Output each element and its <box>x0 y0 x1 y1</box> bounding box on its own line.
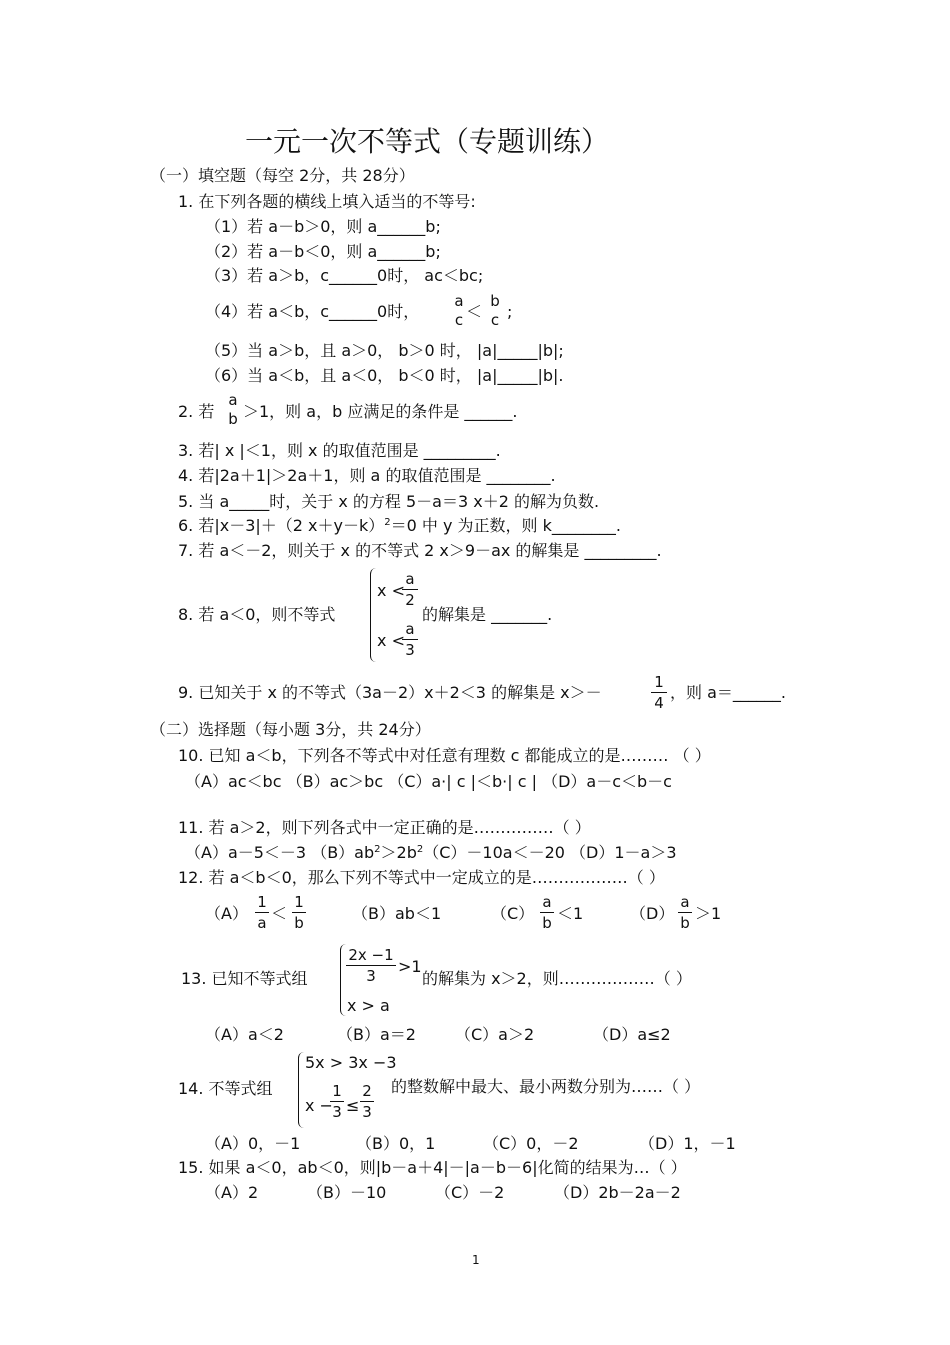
q12-less-than: ＜ <box>271 904 288 923</box>
q14-row1: 5x > 3x −3 <box>305 1053 397 1072</box>
semicolon: ; <box>507 302 513 321</box>
q14-row2-x: x − <box>305 1096 333 1115</box>
question-1-1: （1）若 a－b＞0，则 a______b; <box>205 217 441 236</box>
fraction-a-over-b-d: a b <box>678 893 692 932</box>
fraction-1-over-a: 1 a <box>255 893 269 932</box>
q13-row2: x > a <box>347 996 390 1015</box>
system-brace <box>298 1052 305 1128</box>
question-14: 14. 不等式组 <box>178 1079 273 1098</box>
fraction-a-over-b-c: a b <box>540 893 554 932</box>
question-13-text: 的解集为 x＞2，则………………（ ） <box>422 969 692 988</box>
q13-option-b: （B）a＝2 <box>337 1025 416 1044</box>
fraction-1-over-3: 1 3 <box>330 1082 344 1121</box>
question-1-6: （6）当 a＜b，且 a＜0， b＜0 时， |a|_____|b|. <box>205 366 564 385</box>
q12-option-a: （A） <box>205 904 248 923</box>
q12-option-d: （D） <box>630 904 675 923</box>
question-1-4: （4）若 a＜b，c______0时， <box>205 302 420 321</box>
q15-option-d: （D）2b－2a－2 <box>554 1183 681 1202</box>
question-12: 12. 若 a＜b＜0，那么下列不等式中一定成立的是………………（ ） <box>178 868 665 887</box>
fraction-1-over-b: 1 b <box>292 893 306 932</box>
q13-option-a: （A）a＜2 <box>205 1025 284 1044</box>
q13-greater-than-1: >1 <box>398 957 422 976</box>
q15-option-b: （B）－10 <box>307 1183 387 1202</box>
q14-option-d: （D）1，－1 <box>639 1134 736 1153</box>
question-7: 7. 若 a＜－2，则关于 x 的不等式 2 x＞9－ax 的解集是 _________. <box>178 541 662 560</box>
question-10-options: （A）ac＜bc （B）ac＞bc （C）a·| c |＜b·| c | （D）a－c＜b－c <box>185 772 672 791</box>
question-15: 15. 如果 a＜0，ab＜0，则|b－a＋4|－|a－b－6|化简的结果为…（ ） <box>178 1158 687 1177</box>
question-9: 9. 已知关于 x 的不等式（3a－2）x＋2＜3 的解集是 x＞－ <box>178 683 602 702</box>
page-title: 一元一次不等式（专题训练） <box>245 125 610 158</box>
question-10: 10. 已知 a＜b，下列各不等式中对任意有理数 c 都能成立的是……… （ ） <box>178 746 711 765</box>
question-3: 3. 若| x |＜1，则 x 的取值范围是 _________. <box>178 441 501 460</box>
question-14-text: 的整数解中最大、最小两数分别为……（ ） <box>391 1077 701 1096</box>
section-heading-choice: （二）选择题（每小题 3分，共 24分） <box>150 720 431 739</box>
question-5: 5. 当 a_____时，关于 x 的方程 5－a＝3 x＋2 的解为负数. <box>178 492 600 511</box>
fraction-a-over-2: a 2 <box>402 570 418 609</box>
question-8: 8. 若 a＜0，则不等式 <box>178 605 336 624</box>
q12-option-c-text: ＜1 <box>557 904 584 923</box>
system-brace <box>370 568 377 662</box>
question-11: 11. 若 a＞2，则下列各式中一定正确的是……………（ ） <box>178 818 591 837</box>
question-13: 13. 已知不等式组 <box>181 969 308 988</box>
question-6: 6. 若|x－3|＋（2 x＋y－k）$^2$＝0 中 y 为正数，则 k________. <box>178 516 621 535</box>
fraction-a-over-c: a c <box>454 292 464 329</box>
q14-option-a: （A）0，－1 <box>205 1134 301 1153</box>
question-1-3: （3）若 a＞b，c______0时， ac＜bc; <box>205 266 484 285</box>
fraction-b-over-c: b c <box>490 292 500 329</box>
question-9-text: ，则 a＝______. <box>670 683 786 702</box>
question-8-text: 的解集是 _______. <box>422 605 553 624</box>
fraction-a-over-3: a 3 <box>402 620 418 659</box>
question-1: 1. 在下列各题的横线上填入适当的不等号: <box>178 192 476 211</box>
question-4: 4. 若|2a＋1|＞2a＋1，则 a 的取值范围是 ________. <box>178 466 556 485</box>
q14-option-c: （C）0，－2 <box>483 1134 579 1153</box>
less-than-sign: ＜ <box>466 302 483 321</box>
q14-option-b: （B）0，1 <box>356 1134 436 1153</box>
q15-option-c: （C）－2 <box>435 1183 505 1202</box>
fraction-1-over-4: 1 4 <box>651 673 667 712</box>
q12-option-d-text: ＞1 <box>695 904 722 923</box>
fraction-a-over-b: a b <box>228 391 238 428</box>
fraction-2-over-3: 2 3 <box>360 1082 374 1121</box>
q8-row1-x: x < <box>377 581 405 600</box>
q15-option-a: （A）2 <box>205 1183 259 1202</box>
q12-option-c: （C） <box>491 904 535 923</box>
q14-less-equal: ≤ <box>346 1096 360 1115</box>
question-2-text: ＞1，则 a，b 应满足的条件是 ______. <box>243 402 518 421</box>
q13-option-c: （C）a＞2 <box>455 1025 535 1044</box>
question-1-2: （2）若 a－b＜0，则 a______b; <box>205 242 441 261</box>
question-11-options: （A）a－5＜－3 $(B)ab^2>2b^2(C)-10a<-20$ （D）1－a＞3 <box>185 843 677 862</box>
q8-row2-x: x < <box>377 631 405 650</box>
section-heading-fill: （一）填空题（每空 2分，共 28分） <box>150 166 415 185</box>
fraction-2x-1-over-3: 2x −1 3 <box>346 946 396 985</box>
q13-option-d: （D）a≤2 <box>593 1025 671 1044</box>
question-2: 2. 若 <box>178 402 215 421</box>
question-1-5: （5）当 a＞b，且 a＞0， b＞0 时， |a|_____|b|; <box>205 341 564 360</box>
q12-option-b: （B）ab＜1 <box>352 904 442 923</box>
page-number: 1 <box>472 1253 480 1267</box>
